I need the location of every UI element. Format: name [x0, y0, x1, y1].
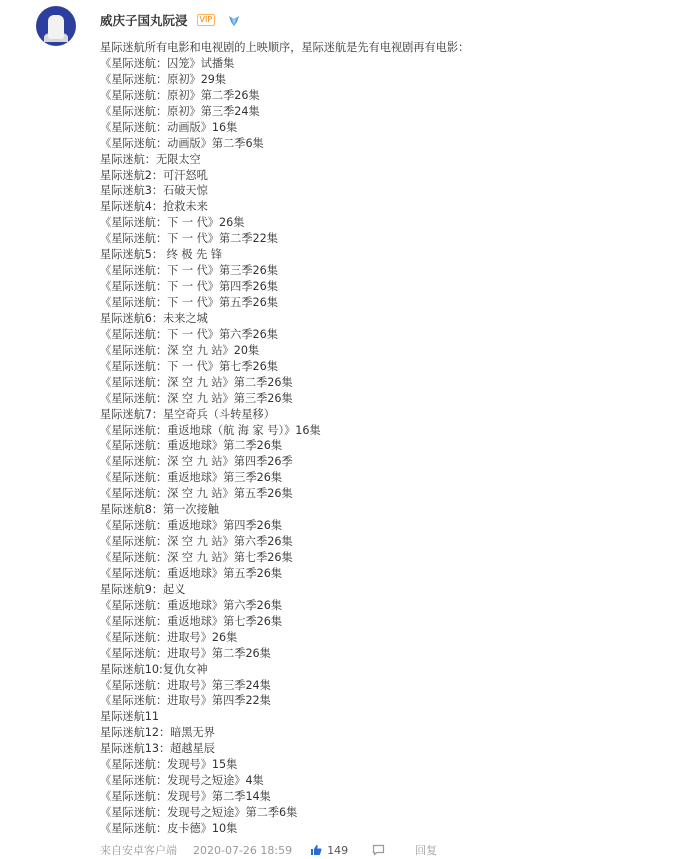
post-line: 星际迷航6：未来之城 — [100, 311, 208, 325]
post-line: 《星际迷航：重返地球》第二季26集 — [100, 439, 283, 453]
comment-icon — [372, 844, 385, 856]
post-line: 《星际迷航：原初》第三季24集 — [100, 104, 260, 118]
post-line: 《星际迷航：下 一 代》第四季26集 — [100, 280, 278, 294]
post-line: 《星际迷航：进取号》26集 — [100, 630, 238, 644]
post-line: 《星际迷航：动画版》16集 — [100, 120, 238, 134]
post-line: 《星际迷航：深 空 九 站》第四季26季 — [100, 455, 293, 469]
like-button[interactable] — [310, 844, 348, 857]
post-line: 《星际迷航：深 空 九 站》第七季26集 — [100, 551, 293, 564]
avatar[interactable] — [36, 6, 76, 46]
post-line: 《星际迷航：下 一 代》第三季26集 — [100, 264, 278, 278]
thumbs-up-icon — [310, 844, 322, 856]
post-line: 星际迷航：无限太空 — [100, 152, 201, 166]
vip-badge[interactable]: VIP — [197, 14, 216, 26]
post-line: 《星际迷航：重返地球》第五季26集 — [100, 566, 283, 580]
post-line: 《星际迷航：囚笼》试播集 — [100, 56, 235, 70]
comment-button[interactable] — [372, 844, 385, 856]
post-line: 《星际迷航：重返地球》第六季26集 — [100, 598, 283, 612]
level-badge-icon[interactable] — [227, 13, 241, 27]
post-line: 星际迷航12：暗黑无界 — [100, 726, 215, 740]
source-label: 来自安卓客户端 — [100, 844, 177, 857]
post-line: 《星际迷航：发现号》15集 — [100, 758, 238, 772]
post-line: 《星际迷航：进取号》第二季26集 — [100, 646, 271, 660]
post-line: 星际迷航4：抢救未来 — [100, 200, 208, 214]
timestamp: 2020-07-26 18:59 — [193, 843, 293, 857]
post-line: 《星际迷航：下 一 代》第六季26集 — [100, 327, 278, 341]
post-line: 《星际迷航：原初》29集 — [100, 72, 227, 86]
post-line: 《星际迷航：深 空 九 站》第二季26集 — [100, 375, 293, 389]
post-line: 《星际迷航：下 一 代》第七季26集 — [100, 359, 278, 373]
post-line: 《星际迷航：重返地球（航 海 家 号）》16集 — [100, 423, 321, 437]
post-line: 星际迷航8：第一次接触 — [100, 503, 219, 517]
post-line: 《星际迷航：深 空 九 站》第六季26集 — [100, 535, 293, 549]
post-line: 《星际迷航：发现号之短途》第二季6集 — [100, 806, 298, 819]
avatar-figure-head — [48, 15, 64, 39]
post-line: 《星际迷航：深 空 九 站》第五季26集 — [100, 487, 293, 501]
post-body — [100, 40, 680, 837]
post-line: 星际迷航所有电影和电视剧的上映顺序，星际迷航是先有电视剧再有电影： — [100, 41, 470, 54]
post-line: 星际迷航2：可汗怒吼 — [100, 168, 208, 182]
post-line: 星际迷航11 — [100, 710, 159, 724]
username[interactable]: 威庆子国丸阮浸 — [100, 13, 188, 28]
post-line: 《星际迷航：下 一 代》第二季22集 — [100, 232, 278, 246]
post-line: 《星际迷航：深 空 九 站》第三季26集 — [100, 391, 293, 405]
post-header — [100, 11, 241, 29]
reply-button[interactable]: 回复 — [415, 844, 438, 857]
post-line: 星际迷航5： 终 极 先 锋 — [100, 248, 223, 262]
post-line: 《星际迷航：原初》第二季26集 — [100, 88, 260, 102]
post-line: 《星际迷航：重返地球》第三季26集 — [100, 471, 283, 485]
post-line: 星际迷航3：石破天惊 — [100, 184, 208, 198]
post-line: 《星际迷航：进取号》第三季24集 — [100, 678, 271, 692]
like-count: 149 — [327, 843, 349, 857]
post-line: 星际迷航13：超越星辰 — [100, 742, 215, 756]
post-line: 《星际迷航：重返地球》第七季26集 — [100, 614, 283, 628]
post-line: 《星际迷航：进取号》第四季22集 — [100, 694, 271, 708]
post-line: 《星际迷航：深 空 九 站》20集 — [100, 343, 260, 357]
post-footer — [100, 842, 437, 858]
post-line: 星际迷航7：星空奇兵（斗转星移） — [100, 407, 275, 421]
post-line: 《星际迷航：下 一 代》26集 — [100, 216, 245, 230]
post-line: 《星际迷航：动画版》第二季6集 — [100, 136, 264, 150]
post-line: 星际迷航9：起义 — [100, 582, 186, 596]
post-line: 《星际迷航：皮卡德》10集 — [100, 821, 238, 835]
post-line: 《星际迷航：发现号》第二季14集 — [100, 790, 271, 804]
post-line: 《星际迷航：重返地球》第四季26集 — [100, 519, 283, 533]
post-line: 星际迷航10:复仇女神 — [100, 662, 208, 676]
post-line: 《星际迷航：下 一 代》第五季26集 — [100, 296, 278, 309]
post-line: 《星际迷航：发现号之短途》4集 — [100, 774, 264, 788]
